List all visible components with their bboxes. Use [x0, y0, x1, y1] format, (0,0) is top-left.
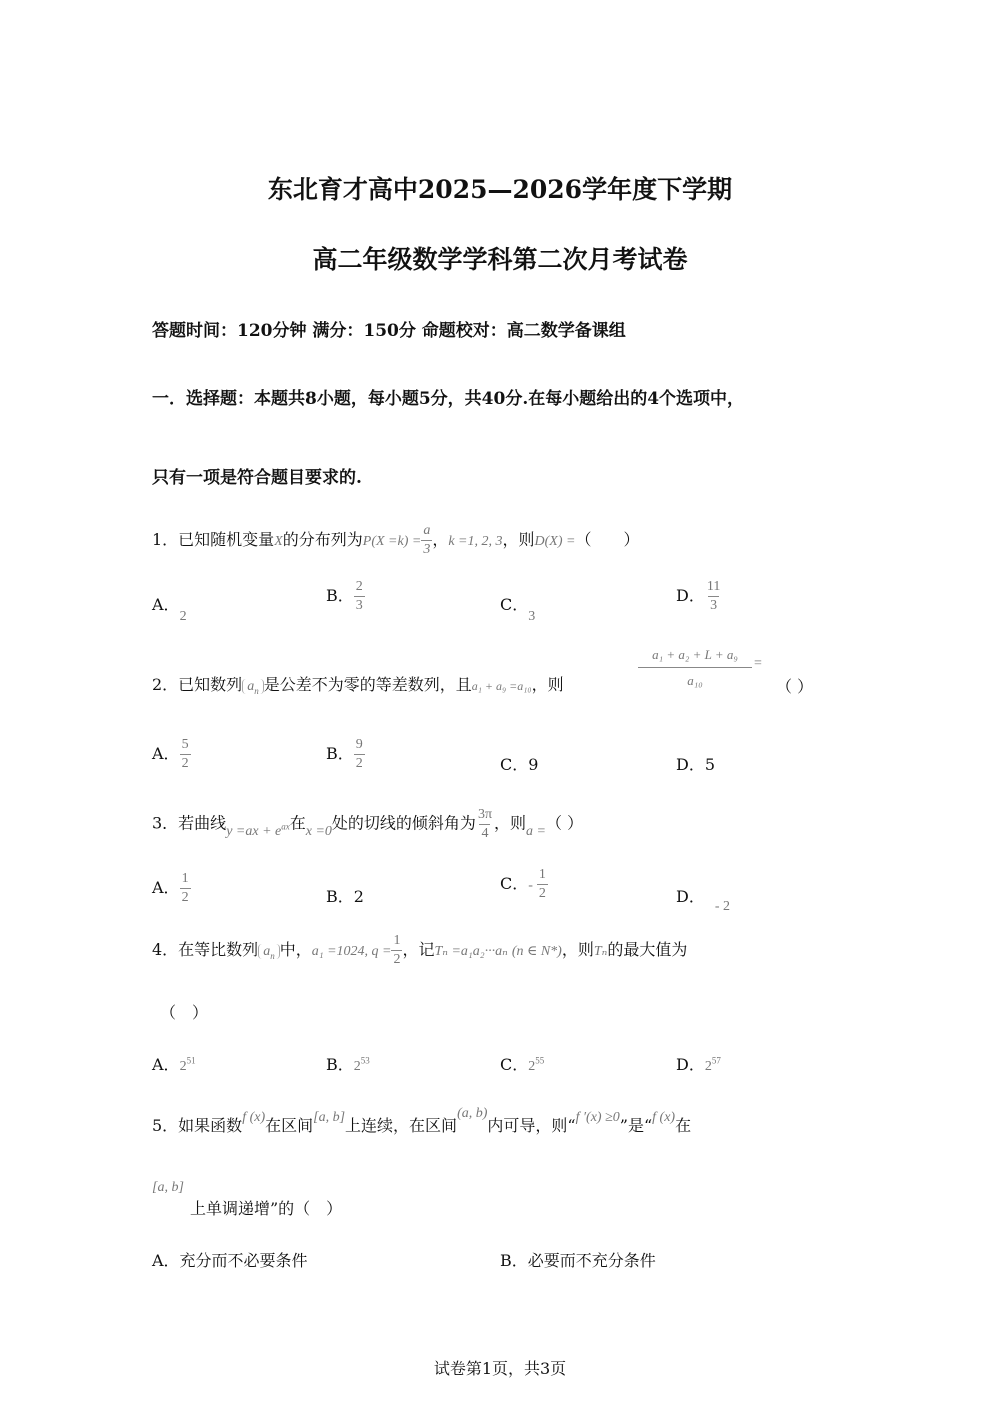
- q5-interval-line2: [a, b]: [152, 1180, 184, 1195]
- dist-fraction: $\frac{a}{3}$: [423, 523, 431, 557]
- q1-option-d[interactable]: D． $\frac{11}{3}$: [676, 579, 721, 613]
- ratio-fraction: $\frac{1}{2}$: [393, 933, 401, 967]
- q5-option-b[interactable]: B．必要而不充分条件: [500, 1251, 656, 1270]
- page-footer: 试卷第1页，共3页: [433, 1359, 567, 1378]
- question-4-stem: 4．在等比数列 $a_n$ 中，a₁ =1024, q = $\frac{1}{2}$ ，记Tₙ =a₁a₂···aₙ (n ∈ N*)，则Tₙ的最大值为: [152, 933, 688, 967]
- q1-option-b[interactable]: B． $\frac{2}{3}$: [326, 579, 363, 613]
- exam-info: 答题时间：120分钟 满分：150分 命题校对：高二数学备课组: [152, 321, 626, 341]
- q1-option-c[interactable]: C．3: [500, 595, 536, 624]
- q2-paren: （ ）: [776, 677, 814, 696]
- q4-option-a[interactable]: A．$2^{51}$: [152, 1055, 196, 1074]
- q4-option-c[interactable]: C．$2^{55}$: [500, 1055, 545, 1074]
- section-heading-line1: 一．选择题：本题共8小题，每小题5分，共40分.在每小题给出的4个选项中，: [152, 389, 745, 409]
- q5-stem-line2: 上单调递增”的（ ）: [190, 1199, 343, 1218]
- q5-option-a[interactable]: A．充分而不必要条件: [152, 1251, 308, 1270]
- angle-fraction: $\frac{3\pi}{4}$: [477, 806, 493, 841]
- question-5-stem: 5．如果函数f (x)在区间[a, b]上连续，在区间(a, b)内可导，则“f ′(x) ≥0”是“f (x)在: [152, 1106, 692, 1135]
- q4-paren: （ ）: [160, 1003, 209, 1022]
- question-1-stem: 1．已知随机变量X的分布列为P(X =k) = $\frac{a}{3}$ ，k =1, 2, 3，则D(X) =（ ）: [152, 523, 640, 557]
- q2-option-a[interactable]: A． $\frac{5}{2}$: [152, 737, 189, 771]
- q3-option-c[interactable]: C．- $\frac{1}{2}$: [500, 867, 546, 901]
- q2-equals: =: [754, 656, 762, 671]
- q2-ratio-fraction: $\frac{\text{a₁ + a₂ + L + a₉}}{\text{a₁₀}}$: [638, 648, 752, 687]
- q3-option-a[interactable]: A． $\frac{1}{2}$: [152, 871, 189, 905]
- q4-option-b[interactable]: B．$2^{53}$: [326, 1055, 370, 1074]
- q1-option-a[interactable]: A．2: [152, 595, 187, 624]
- q2-option-c[interactable]: C．9: [500, 755, 539, 774]
- exam-title-line2: 高二年级数学学科第二次月考试卷: [312, 245, 688, 274]
- q3-option-b[interactable]: B．2: [326, 887, 364, 906]
- q2-option-d[interactable]: D．5: [676, 755, 716, 774]
- q2-option-b[interactable]: B． $\frac{9}{2}$: [326, 737, 363, 771]
- question-3-stem: 3．若曲线$y =ax + e^{ax}$在x =0处的切线的倾斜角为 $\frac{3\pi}{4}$ ，则a =（ ）: [152, 806, 584, 841]
- exam-title-line1: 东北育才高中2025—2026学年度下学期: [267, 175, 733, 204]
- section-heading-line2: 只有一项是符合题目要求的.: [152, 468, 362, 488]
- q3-option-d[interactable]: D．- 2: [676, 887, 731, 914]
- q4-option-d[interactable]: D．$2^{57}$: [676, 1055, 721, 1074]
- question-2-stem: 2．已知数列 $a_n$ 是公差不为零的等差数列，且a₁ + a₉ =a₁₀，则: [152, 675, 564, 696]
